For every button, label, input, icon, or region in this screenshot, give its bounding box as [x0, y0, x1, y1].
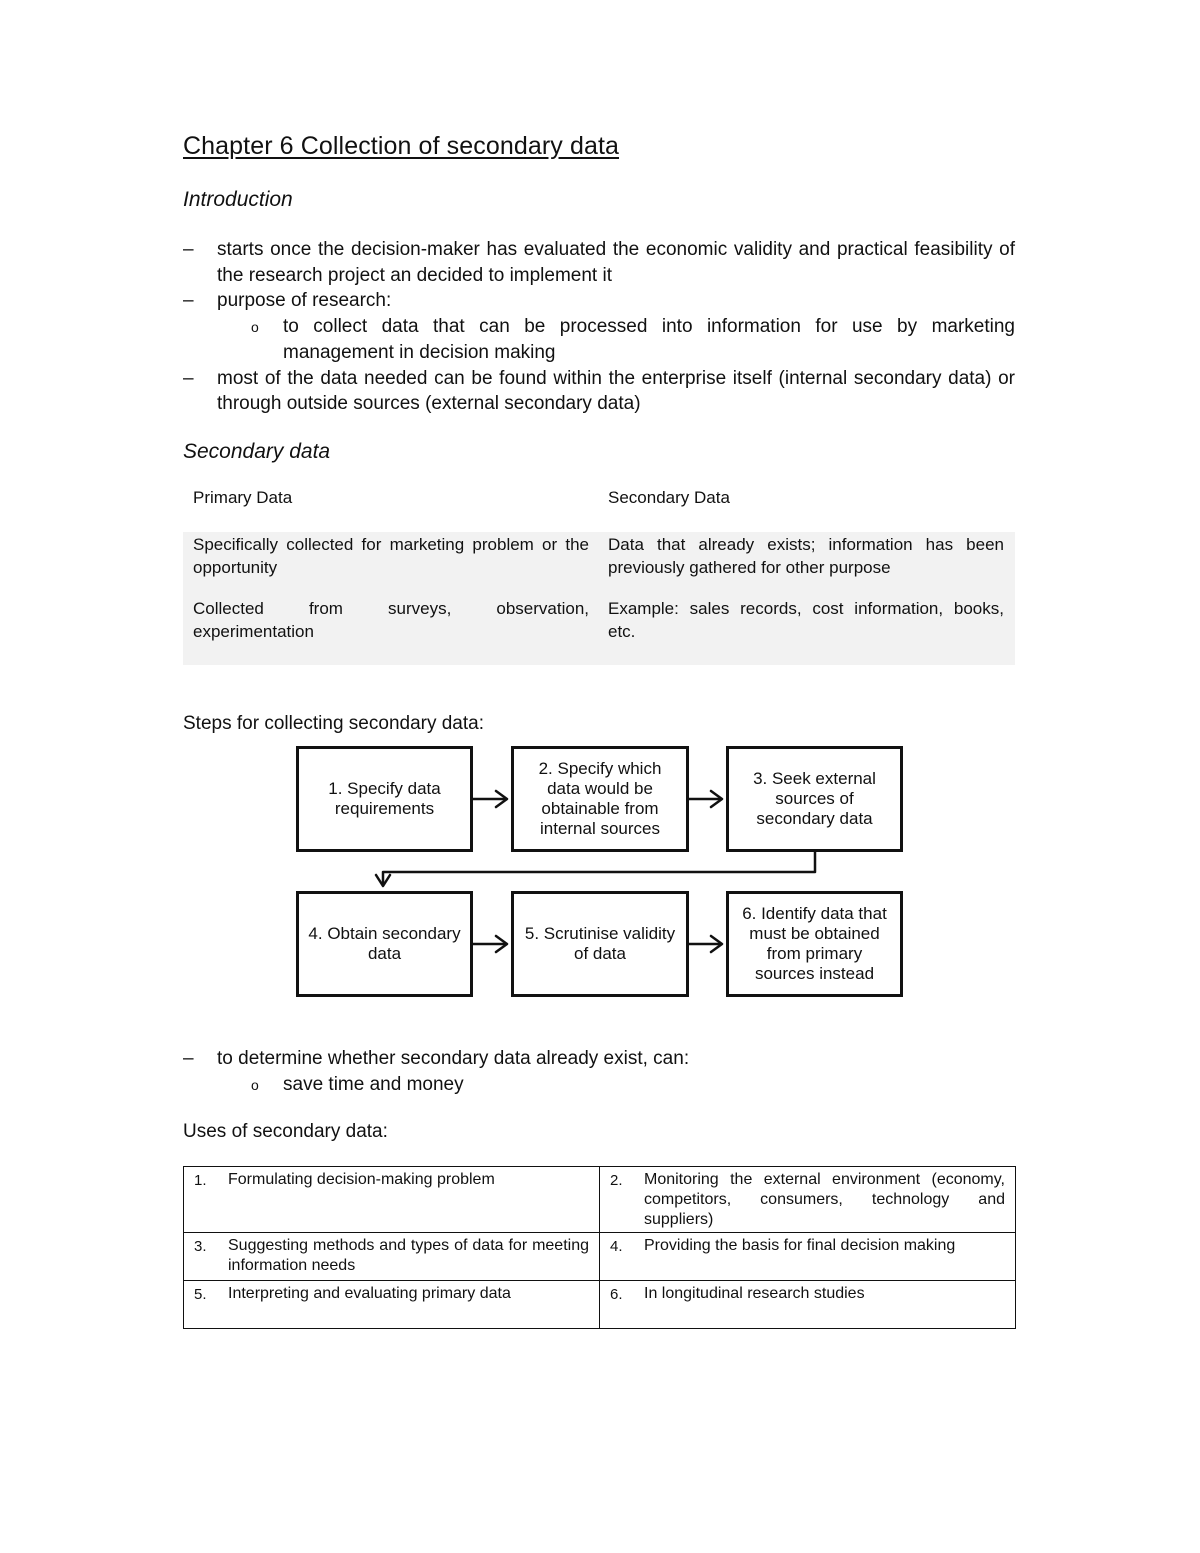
item-text: In longitudinal research studies [644, 1285, 865, 1303]
item-text: Suggesting methods and types of data for meeting information needs [228, 1237, 589, 1275]
dash-bullet: – [183, 239, 194, 260]
item-text: Providing the basis for final decision making [644, 1237, 956, 1255]
item-number: 3. [194, 1238, 207, 1256]
secondary-data-heading: Secondary data [183, 440, 331, 463]
determine-list [183, 1046, 1015, 1097]
item-number: 4. [610, 1238, 623, 1256]
item-text: Interpreting and evaluating primary data [228, 1285, 511, 1303]
step-box-6: 6. Identify data that must be obtained from primary sources instead [726, 891, 903, 997]
item-text: Monitoring the external environment (economy, competitors, consumers, technology and suppliers) [644, 1171, 1005, 1228]
column-header-primary: Primary Data [193, 488, 293, 507]
introduction-heading: Introduction [183, 188, 293, 211]
step-box-5: 5. Scrutinise validity of data [511, 891, 689, 997]
step-box-1: 1. Specify data requirements [296, 746, 473, 852]
page-title: Chapter 6 Collection of secondary data [183, 132, 620, 160]
circle-bullet: o [251, 319, 259, 336]
table-row [184, 1281, 1016, 1329]
dash-bullet: – [183, 290, 194, 312]
item-number: 5. [194, 1286, 207, 1304]
table-cell [184, 1281, 600, 1329]
column-header-secondary: Secondary Data [608, 488, 730, 507]
list-item-text: most of the data needed can be found within the enterprise itself (internal secondary data) or through outside sources (external secondary data) [217, 367, 1015, 415]
step-box-4: 4. Obtain secondary data [296, 891, 473, 997]
list-item-text: purpose of research: [217, 290, 392, 312]
list-item [183, 1046, 1015, 1072]
table-row [184, 1233, 1016, 1281]
list-item [183, 1072, 1015, 1098]
table-cell: Data that already exists; information has been previously gathered for other purpose [608, 535, 1004, 577]
table-cell [184, 1167, 600, 1233]
uses-heading: Uses of secondary data: [183, 1121, 388, 1142]
list-item-text: to collect data that can be processed into information for use by marketing management in decision making [283, 316, 1015, 363]
uses-table [183, 1166, 1016, 1329]
table-row [184, 1167, 1016, 1233]
table-cell: Example: sales records, cost information, books, etc. [608, 599, 1004, 641]
table-cell: Specifically collected for marketing problem or the opportunity [193, 535, 589, 577]
list-item-text: starts once the decision-maker has evaluated the economic validity and practical feasibility of the research project an decided to implement it [217, 239, 1015, 286]
item-text: Formulating decision-making problem [228, 1171, 495, 1188]
item-number: 6. [610, 1286, 623, 1304]
dash-bullet: – [183, 1048, 194, 1069]
item-number: 2. [610, 1172, 623, 1189]
circle-bullet: o [251, 1076, 259, 1093]
table-cell [184, 1233, 600, 1281]
list-item-text: save time and money [283, 1073, 464, 1095]
item-number: 1. [194, 1172, 207, 1189]
table-cell [600, 1281, 1016, 1329]
arrow-3-to-4 [383, 852, 815, 884]
step-box-3: 3. Seek external sources of secondary data [726, 746, 903, 852]
step-box-2: 2. Specify which data would be obtainable from internal sources [511, 746, 689, 852]
table-cell: Collected from surveys, observation, experimentation [193, 599, 589, 641]
steps-heading: Steps for collecting secondary data: [183, 713, 485, 734]
list-item-text: to determine whether secondary data already exist, can: [217, 1048, 690, 1069]
table-cell [600, 1167, 1016, 1233]
table-cell [600, 1233, 1016, 1281]
dash-bullet: – [183, 367, 194, 389]
